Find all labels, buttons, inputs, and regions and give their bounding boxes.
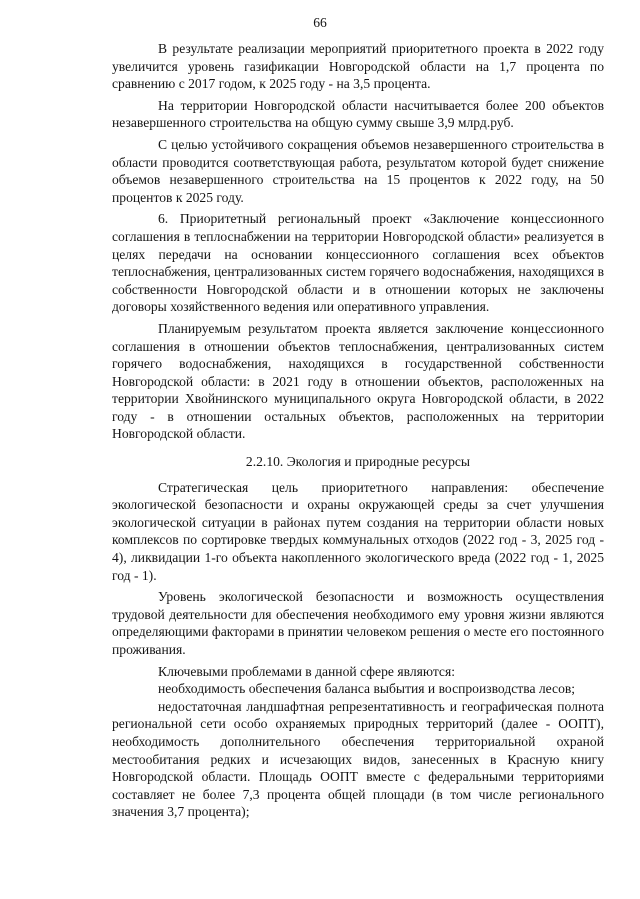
paragraph-protected-areas: недостаточная ландшафтная репрезентативность и географическая полнота региональной сети особо охраняемых природных территорий (далее - ООПТ), необходимость дополнительного обеспечения территориальной охраной местообитания редких и исчезающих видов, занесенных в Красную книгу Новгородской области. Площадь ООПТ вместе с федеральными территориями составляет не более 7,3 процента общей площади (в том числе регионального значения 3,7 процента); [112,698,604,820]
paragraph-strategic-goal: Стратегическая цель приоритетного направления: обеспечение экологической безопасности и охраны окружающей среды за счет улучшения экологической ситуации в районах путем создания на территории области новых комплексов по сортировке твердых коммунальных отходов (2022 год - 3, 2025 год - 4), ликвидации 1-го объекта накопленного экологического вреда (2022 год - 1, 2025 год - 1). [112,479,604,583]
page-number: 66 [313,15,327,30]
paragraph-unfinished-objects: На территории Новгородской области насчитывается более 200 объектов незавершенного строительства на общую сумму свыше 3,9 млрд.руб. [112,97,604,131]
paragraph-key-problems: Ключевыми проблемами в данной сфере являются: [158,663,455,679]
paragraph-concession-project: 6. Приоритетный региональный проект «Заключение концессионного соглашения в теплоснабжении на территории Новгородской области» реализуется в целях передачи на основании концессионного соглашения всех объектов теплоснабжения, централизованных систем горячего водоснабжения, находящихся в собственности Новгородской области и в отношении которых не заключены договоры хозяйственного ведения или оперативного управления. [112,211,604,315]
paragraph-ecological-safety: Уровень экологической безопасности и возможность осуществления трудовой деятельности для обеспечения необходимого ему уровня жизни являются определяющими факторами в принятии человеком решения о месте его постоянного проживания. [112,589,604,657]
section-heading-ecology: 2.2.10. Экология и природные ресурсы [245,454,471,470]
document-body [112,40,604,821]
paragraph-forest-balance: необходимость обеспечения баланса выбытия и воспроизводства лесов; [158,681,576,697]
paragraph-construction-reduction: С целью устойчивого сокращения объемов незавершенного строительства в области проводится соответствующая работа, результатом которой будет снижение объемов незавершенного строительства на 15 процентов к 2022 году, на 50 процентов к 2025 году. [112,136,604,205]
paragraph-concession-result: Планируемым результатом проекта является заключение концессионного соглашения в отношении объектов теплоснабжения, централизованных систем горячего водоснабжения, находящихся в государственной собственности Новгородской области: в 2021 году в отношении объектов, расположенных на территории Хвойнинского муниципального округа Новгородской области, в 2022 году - в отношении остальных объектов, расположенных на территории Новгородской области. [112,320,604,442]
paragraph-gasification: В результате реализации мероприятий приоритетного проекта в 2022 году увеличится уровень газификации Новгородской области на 1,7 процента по сравнению с 2017 годом, к 2025 году - на 3,5 процента. [112,41,604,92]
page-number-container [0,14,640,32]
